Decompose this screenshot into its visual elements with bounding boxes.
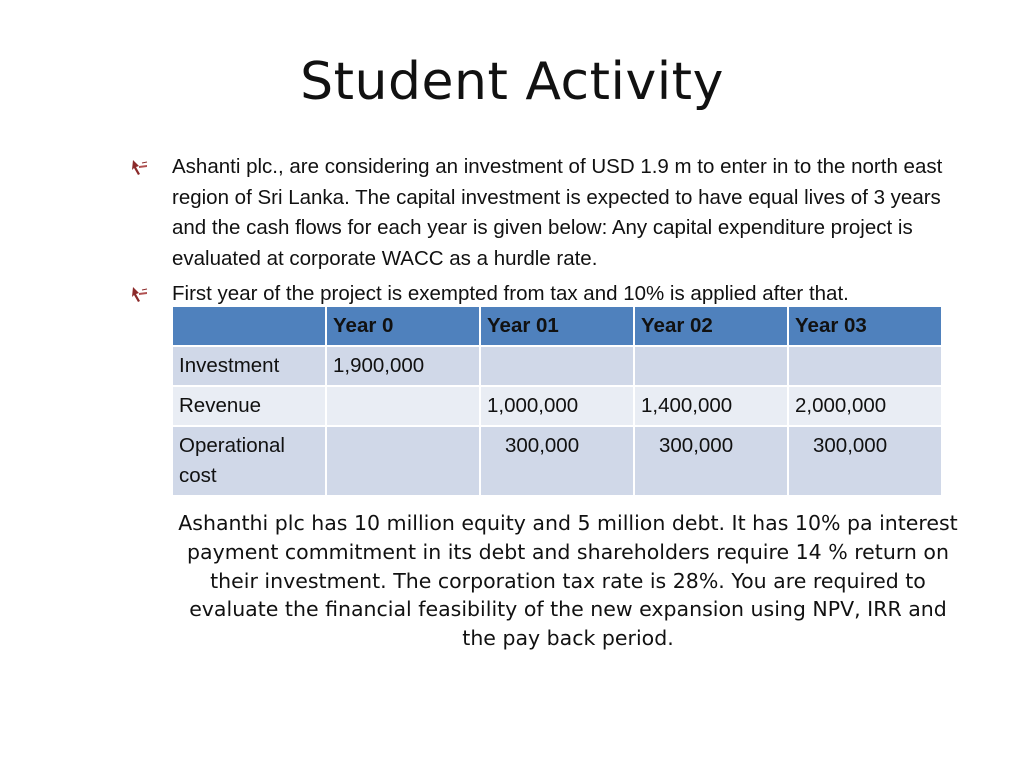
table-cell: [326, 386, 480, 426]
case-description: Ashanthi plc has 10 million equity and 5 million debt. It has 10% pa interest payment commitment in its debt and shareholders require 14 % return on their investment. The corporation tax rate is 28%. You are required to evaluate the financial feasibility of the new expansion using NPV, IRR and the pay back period.: [178, 511, 958, 651]
table-row: [172, 386, 942, 426]
table-cell: [480, 346, 634, 386]
pointing-hand-icon: [130, 284, 150, 304]
table-cell: [634, 346, 788, 386]
table-cell: Revenue: [172, 386, 326, 426]
table-cell: [326, 426, 480, 496]
table-header-row: [172, 306, 942, 346]
table-header-cell: [172, 306, 326, 346]
table-cell: 300,000: [634, 426, 788, 496]
table-cell: Operational cost: [172, 426, 326, 496]
table-cell: 1,900,000: [326, 346, 480, 386]
table-cell: 2,000,000: [788, 386, 942, 426]
cash-flow-table-container: [171, 305, 943, 497]
table-cell: Investment: [172, 346, 326, 386]
table-header-cell: Year 03: [788, 306, 942, 346]
slide-title: Student Activity: [300, 52, 724, 112]
table-header-cell: Year 02: [634, 306, 788, 346]
bullet-list: [128, 152, 978, 315]
pointing-hand-icon: [130, 157, 150, 177]
bullet-text: Ashanti plc., are considering an investment of USD 1.9 m to enter in to the north east region of Sri Lanka. The capital investment is expected to have equal lives of 3 years and the cash flows for each year is given below: Any capital expenditure project is evaluated at corporate WACC as a hurdle rate.: [172, 155, 943, 270]
table-row: [172, 426, 942, 496]
table-header-cell: Year 01: [480, 306, 634, 346]
table-cell: 300,000: [480, 426, 634, 496]
table-cell: 1,000,000: [480, 386, 634, 426]
cash-flow-table: [171, 305, 943, 497]
table-cell: 300,000: [788, 426, 942, 496]
bullet-item: [128, 152, 978, 274]
table-header-cell: Year 0: [326, 306, 480, 346]
table-cell: [788, 346, 942, 386]
bullet-text: First year of the project is exempted from tax and 10% is applied after that.: [172, 282, 849, 305]
table-row: [172, 346, 942, 386]
table-cell: 1,400,000: [634, 386, 788, 426]
